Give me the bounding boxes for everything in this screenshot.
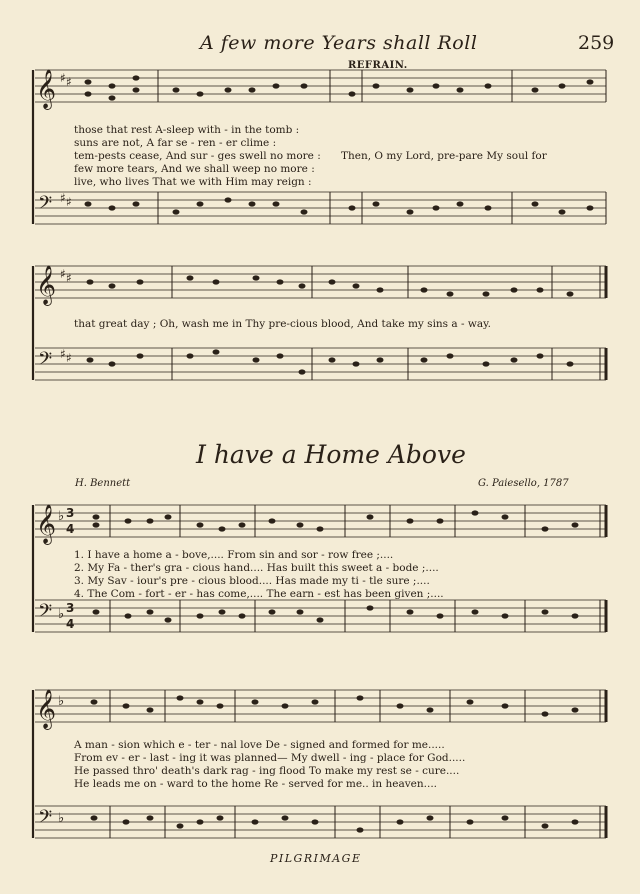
treble-clef-icon: 𝄞 <box>36 689 57 729</box>
bass-clef-icon: 𝄢 <box>38 807 53 832</box>
svg-text:3: 3 <box>66 506 75 520</box>
svg-text:♯: ♯ <box>60 347 66 361</box>
bass-clef-icon: 𝄢 <box>38 193 53 218</box>
clefs <box>36 69 74 832</box>
refrain-line-1: Then, O my Lord, pre-pare My soul for <box>341 150 547 162</box>
svg-text:♭: ♭ <box>58 694 65 709</box>
svg-text:♭: ♭ <box>58 607 65 622</box>
verse-line-1: those that rest A-sleep with - in the tomb : <box>74 124 300 136</box>
composer-credit: H. Bennett <box>75 478 131 489</box>
svg-text:4: 4 <box>66 522 75 536</box>
verse2-line-cont: From ev - er - last - ing it was planned— My dwell - ing - place for God..... <box>74 752 466 764</box>
bass-clef-icon: 𝄢 <box>38 601 53 626</box>
refrain-label: REFRAIN. <box>348 60 408 71</box>
verse-line-5: live, who lives That we with Him may reign : <box>74 176 312 188</box>
page-footer: PILGRIMAGE <box>270 852 362 865</box>
svg-text:♯: ♯ <box>66 195 72 209</box>
page-header-title: A few more Years shall Roll <box>200 32 478 54</box>
treble-clef-icon: 𝄞 <box>36 504 57 544</box>
verse3-line-cont: He passed thro' death's dark rag - ing flood To make my rest se - cure.... <box>74 765 460 777</box>
refrain-line-2: that great day ; Oh, wash me in Thy pre-cious blood, And take my sins a - way. <box>74 318 492 330</box>
verse-line-3: tem-pests cease, And sur - ges swell no more : <box>74 150 321 162</box>
svg-text:♯: ♯ <box>60 71 66 85</box>
verse2-line: 2. My Fa - ther's gra - cious hand.... Has built this sweet a - bode ;.... <box>74 562 439 574</box>
treble-clef-icon: 𝄞 <box>36 265 57 305</box>
final-barlines <box>600 266 606 838</box>
verse-line-4: few more tears, And we shall weep no more : <box>74 163 315 175</box>
svg-text:♯: ♯ <box>66 75 72 89</box>
verse3-line: 3. My Sav - iour's pre - cious blood.... Has made my ti - tle sure ;.... <box>74 575 430 587</box>
svg-text:♯: ♯ <box>60 191 66 205</box>
svg-text:♯: ♯ <box>66 271 72 285</box>
verse1-line-cont: A man - sion which e - ter - nal love De - signed and formed for me..... <box>74 739 445 751</box>
svg-text:♯: ♯ <box>60 267 66 281</box>
arranger-credit: G. Paiesello, 1787 <box>478 478 569 489</box>
verse-line-2: suns are not, A far se - ren - er clime : <box>74 137 277 149</box>
verse4-line-cont: He leads me on - ward to the home Re - served for me.. in heaven.... <box>74 778 438 790</box>
verse4-line: 4. The Com - fort - er - has come,.... The earn - est has been given ;.... <box>74 588 444 600</box>
svg-text:4: 4 <box>66 617 75 631</box>
svg-text:♯: ♯ <box>66 351 72 365</box>
bass-clef-icon: 𝄢 <box>38 349 53 374</box>
treble-clef-icon: 𝄞 <box>36 69 57 109</box>
svg-text:♭: ♭ <box>58 811 65 826</box>
page-number: 259 <box>578 32 615 54</box>
hymn-title: I have a Home Above <box>196 440 466 469</box>
svg-text:3: 3 <box>66 601 75 615</box>
svg-text:♭: ♭ <box>58 509 65 524</box>
verse1-line: 1. I have a home a - bove,.... From sin and sor - row free ;.... <box>74 549 394 561</box>
